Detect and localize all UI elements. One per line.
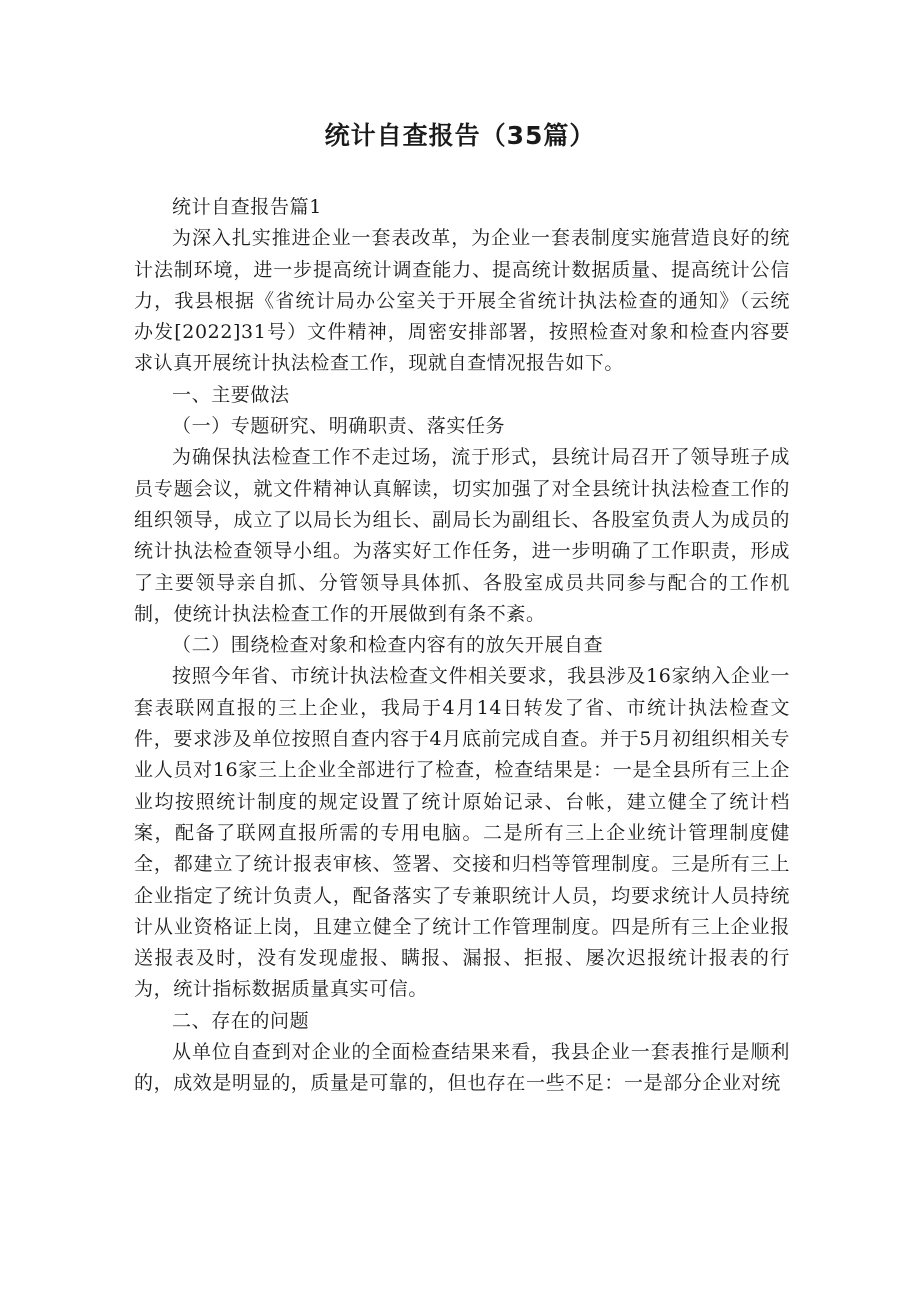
paragraph-problems: 从单位自查到对企业的全面检查结果来看，我县企业一套表推行是顺利的，成效是明显的，质量是可靠的，但也存在一些不足：一是部分企业对统 bbox=[134, 1041, 790, 1095]
intro-paragraph: 为深入扎实推进企业一套表改革，为企业一套表制度实施营造良好的统计法制环境，进一步提高统计调查能力、提高统计数据质量、提高统计公信力，我县根据《省统计局办公室关于开展全省统计执法检查的通知》（云统办发[2022]31号）文件精神，周密安排部署，按照检查对象和检查内容要求认真开展统计执法检查工作，现就自查情况报告如下。 bbox=[134, 227, 790, 375]
heading-problems: 二、存在的问题 bbox=[172, 1009, 310, 1032]
document-body bbox=[134, 192, 790, 1100]
paragraph-organization: 为确保执法检查工作不走过场，流于形式，县统计局召开了领导班子成员专题会议，就文件精神认真解读，切实加强了对全县统计执法检查工作的组织领导，成立了以局长为组长、副局长为副组长、各股室负责人为成员的统计执法检查领导小组。为落实好工作任务，进一步明确了工作职责，形成了主要领导亲自抓、分管领导具体抓、各股室成员共同参与配合的工作机制，使统计执法检查工作的开展做到有条不紊。 bbox=[134, 446, 790, 625]
document-title: 统计自查报告（35篇） bbox=[324, 121, 596, 150]
subheading-self-inspection: （二）围绕检查对象和检查内容有的放矢开展自查 bbox=[172, 634, 604, 657]
paragraph-inspection-results: 按照今年省、市统计执法检查文件相关要求，我县涉及16家纳入企业一套表联网直报的三上企业，我局于4月14日转发了省、市统计执法检查文件，要求涉及单位按照自查内容于4月底前完成自查。并于5月初组织相关专业人员对16家三上企业全部进行了检查，检查结果是：一是全县所有三上企业均按照统计制度的规定设置了统计原始记录、台帐，建立健全了统计档案，配备了联网直报所需的专用电脑。二是所有三上企业统计管理制度健全，都建立了统计报表审核、签署、交接和归档等管理制度。三是所有三上企业指定了统计负责人，配备落实了专兼职统计人员，均要求统计人员持统计从业资格证上岗，且建立健全了统计工作管理制度。四是所有三上企业报送报表及时，没有发现虚报、瞒报、漏报、拒报、屡次迟报统计报表的行为，统计指标数据质量真实可信。 bbox=[134, 665, 790, 1001]
subheading-research: （一）专题研究、明确职责、落实任务 bbox=[172, 415, 506, 438]
section-title: 统计自查报告篇1 bbox=[172, 196, 322, 218]
heading-main-practices: 一、主要做法 bbox=[172, 383, 290, 406]
